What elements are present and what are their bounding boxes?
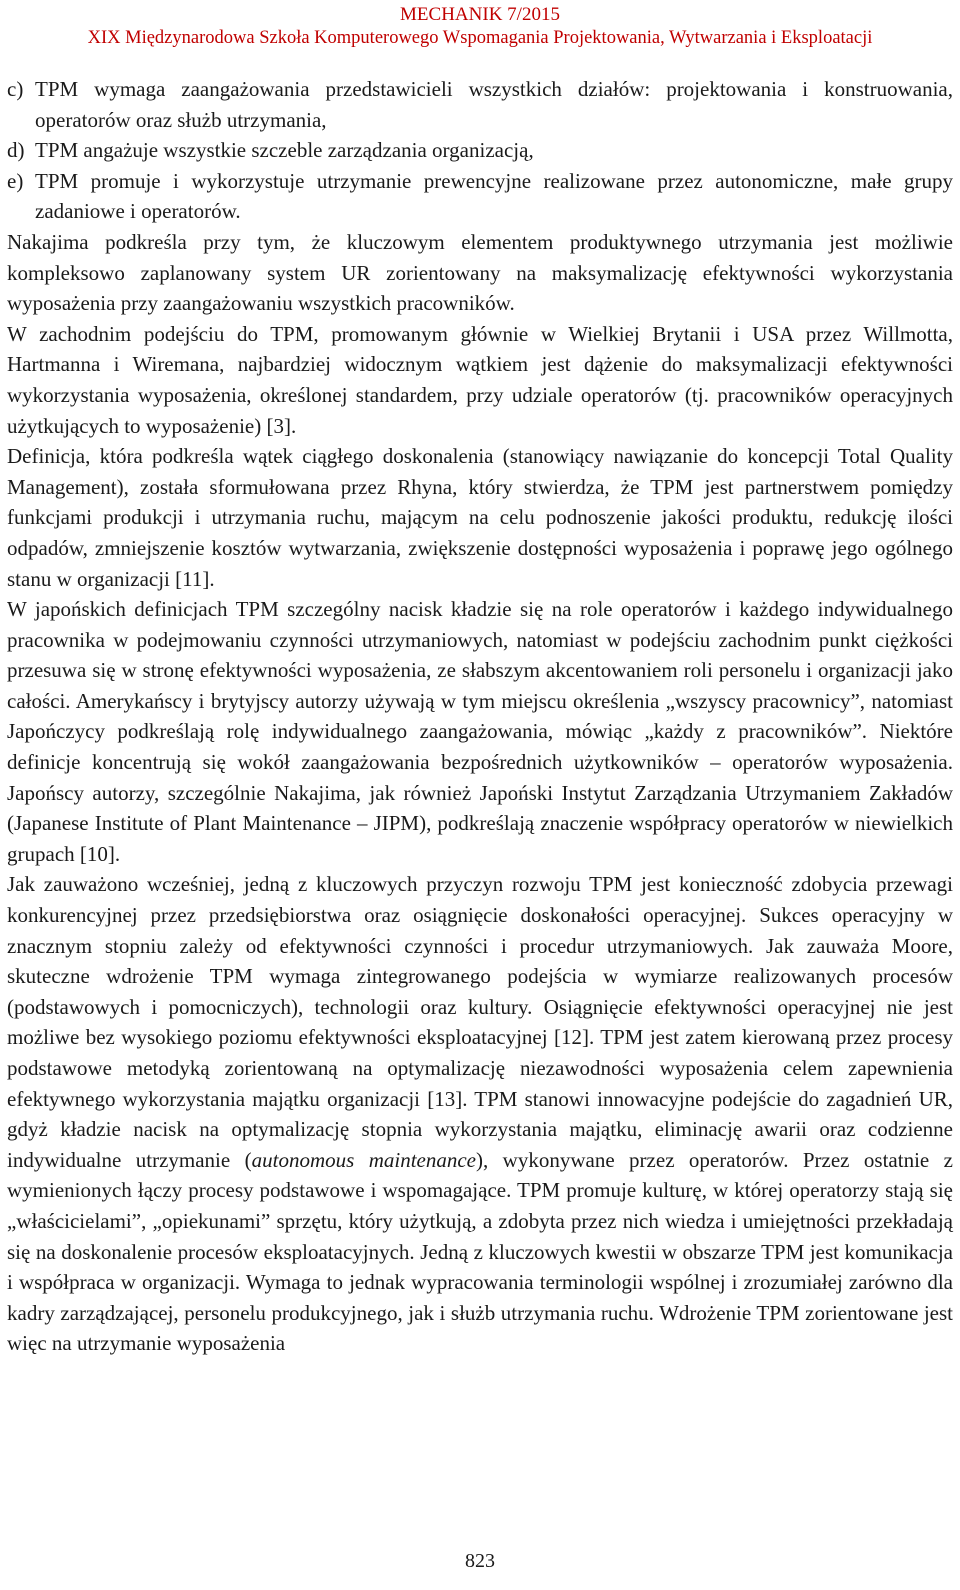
paragraph: W japońskich definicjach TPM szczególny nacisk kładzie się na role operatorów i każdego indywidualnego pracownika w podejmowaniu czynności utrzymaniowych, natomiast w podejściu zachodnim punkt ciężkości przesuwa się w stronę efektywności wyposażenia, ze słabszym akcentowaniem roli personelu i organizacji jako całości. Amerykańscy i brytyjscy autorzy używają w tym miejscu określenia „wszyscy pracownicy”, natomiast Japończycy podkreślają rolę indywidualnego zaangażowania, mówiąc „każdy z pracowników”. Niektóre definicje koncentrują się wokół zaangażowania bezpośrednich użytkowników – operatorów wyposażenia. Japońscy autorzy, szczególnie Nakajima, jak również Japoński Instytut Zarządzania Utrzymaniem Zakładów (Japanese Institute of Plant Maintenance – JIPM), podkreślają znaczenie współpracy operatorów w niewielkich grupach [10]. bbox=[7, 597, 953, 866]
paragraph: Nakajima podkreśla przy tym, że kluczowym elementem produktywnego utrzymania jest możliwie kompleksowo zaplanowany system UR zorientowany na maksymalizację efektywności wykorzystania wyposażenia przy zaangażowaniu wszystkich pracowników. bbox=[7, 229, 953, 316]
list-item-text: TPM angażuje wszystkie szczeble zarządzania organizacją, bbox=[35, 138, 534, 163]
list-item bbox=[7, 74, 953, 135]
page-header bbox=[0, 4, 960, 50]
list-marker: d) bbox=[7, 138, 25, 163]
paragraph bbox=[7, 869, 953, 1359]
paragraph-text: Jak zauważono wcześniej, jedną z kluczowych przyczyn rozwoju TPM jest konieczność zdobycia przewagi konkurencyjnej przez przedsiębiorstwa oraz osiągnięcie doskonałości operacyjnej. Sukces operacyjny w znacznym stopniu zależy od efektywności czynności i procedur utrzymaniowych. Jak zauważa Moore, skuteczne wdrożenie TPM wymaga zintegrowanego podejścia w wymiarze realizowanych procesów (podstawowych i pomocniczych), technologii oraz kultury. Osiągnięcie efektywności operacyjnej nie jest możliwe bez wysokiego poziomu efektywności eksploatacyjnej [12]. TPM jest zatem kierowaną przez procesy podstawowe metodyką zorientowaną na optymalizację niezawodności wyposażenia celem zapewnienia efektywnego wykorzystania majątku organizacji [13]. TPM stanowi innowacyjne podejście do zagadnień UR, gdyż kładzie nacisk na optymalizację stopnia wykorzystania majątku, eliminację awarii oraz codzienne indywidualne utrzymanie ( bbox=[7, 872, 953, 1172]
list-item bbox=[7, 166, 953, 227]
document-body bbox=[7, 74, 953, 1359]
journal-title: MECHANIK 7/2015 bbox=[400, 4, 560, 25]
page-number: 823 bbox=[465, 1550, 495, 1572]
italic-term: autonomous maintenance bbox=[251, 1147, 476, 1172]
list-item-text: TPM promuje i wykorzystuje utrzymanie prewencyjne realizowane przez autonomiczne, małe grupy zadaniowe i operatorów. bbox=[35, 168, 953, 224]
list-item-text: TPM wymaga zaangażowania przedstawicieli wszystkich działów: projektowania i konstruowania, operatorów oraz służb utrzymania, bbox=[35, 77, 953, 132]
paragraph: W zachodnim podejściu do TPM, promowanym głównie w Wielkiej Brytanii i USA przez Willmotta, Hartmanna i Wiremana, najbardziej widocznym wątkiem jest dążenie do maksymalizacji efektywności wykorzystania wyposażenia, określonej standardem, przy udziale operatorów (tj. pracowników operacyjnych użytkujących to wyposażenie) [3]. bbox=[7, 321, 953, 438]
conference-title: XIX Międzynarodowa Szkoła Komputerowego Wspomagania Projektowania, Wytwarzania i Eksploatacji bbox=[87, 28, 873, 48]
list-item bbox=[7, 135, 953, 166]
list-marker: e) bbox=[7, 168, 24, 193]
list-marker: c) bbox=[7, 77, 24, 101]
paragraph: Definicja, która podkreśla wątek ciągłego doskonalenia (stanowiący nawiązanie do koncepcji Total Quality Management), została sformułowana przez Rhyna, który stwierdza, że TPM jest partnerstwem pomiędzy funkcjami produkcji i utrzymania ruchu, mającym na celu podnoszenie jakości produktu, redukcję ilości odpadów, zmniejszenie kosztów wytwarzania, zwiększenie dostępności wyposażenia i poprawę jego ogólnego stanu w organizacji [11]. bbox=[7, 444, 953, 591]
paragraph-text: ), wykonywane przez operatorów. Przez ostatnie z wymienionych łączy procesy podstawowe i wspomagające. TPM promuje kulturę, w której operatorzy stają się „właścicielami”, „opiekunami” sprzętu, który użytkują, a zdobyta przez nich wiedza i umiejętności przekładają się na doskonalenie procesów eksploatacyjnych. Jedną z kluczowych kwestii w obszarze TPM jest komunikacja i współpraca w organizacji. Wymaga to jednak wypracowania terminologii wspólnej i zrozumiałej zarówno dla kadry zarządzającej, personelu produkcyjnego, jak i służb utrzymania ruchu. Wdrożenie TPM zorientowane jest więc na utrzymanie wyposażenia bbox=[7, 1147, 953, 1356]
